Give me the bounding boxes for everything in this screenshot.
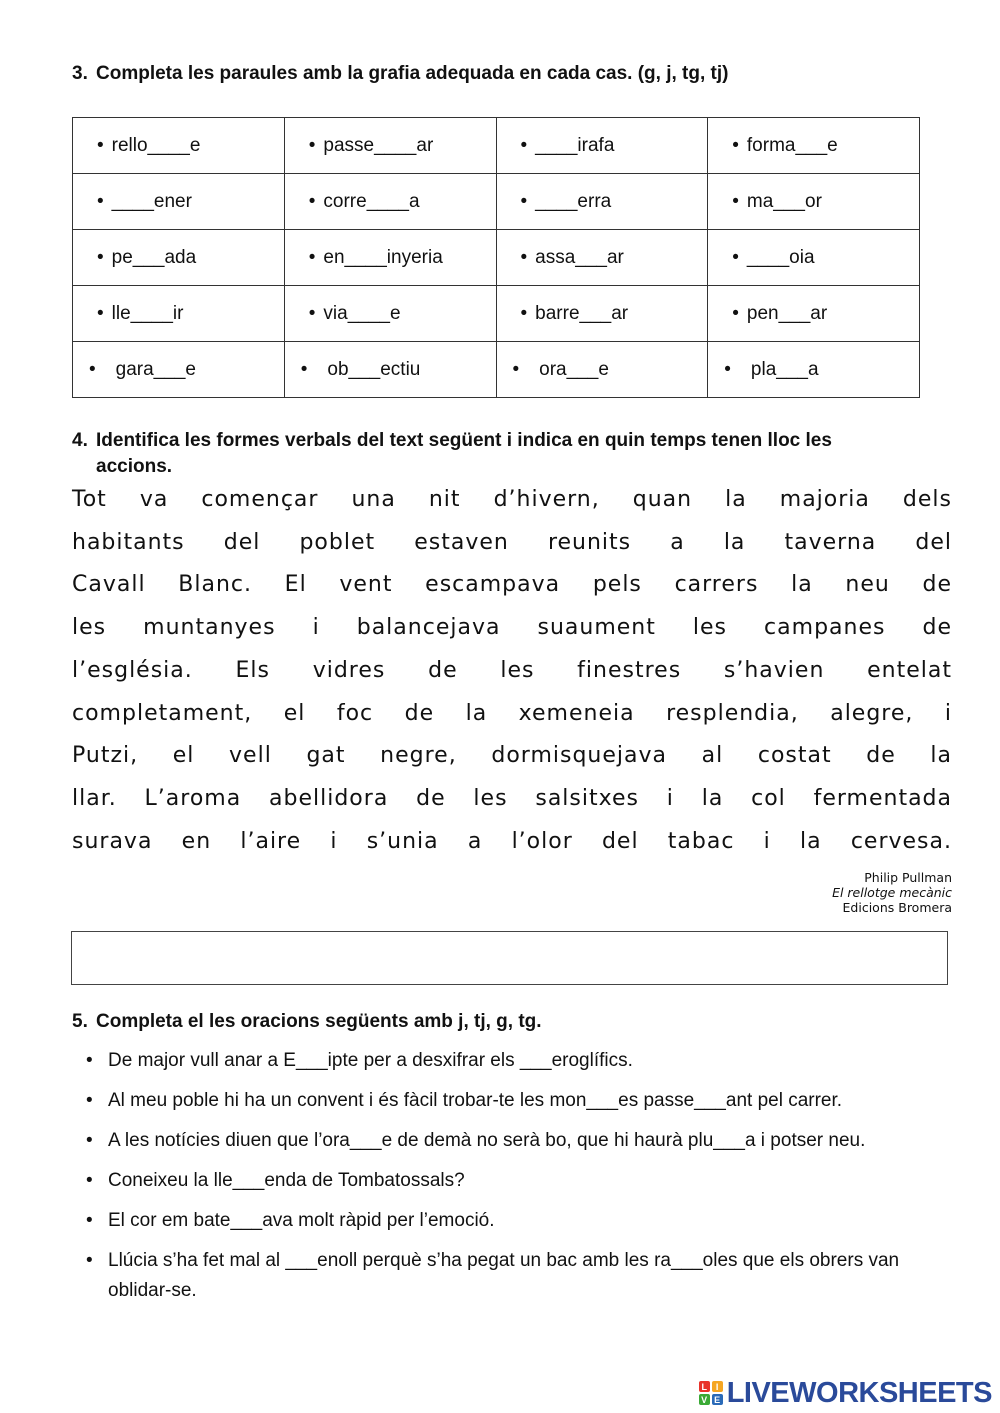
grid-cell[interactable] — [284, 286, 496, 342]
sentence-item: • Al meu poble hi ha un convent i és fàcil trobar-te les mon___es passe___ant pel carrer. — [86, 1086, 956, 1116]
grid-cell[interactable] — [496, 118, 708, 174]
sentence-item: • Llúcia s’ha fet mal al ___enoll perquè s’ha pegat un bac amb les ra___oles que els obrers van oblidar-se. — [86, 1246, 956, 1306]
credit-book: El rellotge mecànic — [832, 885, 952, 900]
bullet-icon: • — [520, 302, 528, 324]
grid-cell[interactable] — [496, 230, 708, 286]
exercise-4-title-line1: Identifica les formes verbals del text següent i indica en quin temps tenen lloc les — [96, 430, 832, 451]
passage-line: completament, el foc de la xemeneia resplendia, alegre, i — [72, 700, 952, 726]
bullet-icon: • — [308, 190, 316, 212]
passage-line: Cavall Blanc. El vent escampava pels carrers la neu de — [72, 572, 952, 598]
grid-word: lle____ir — [111, 302, 184, 324]
passage-line: Tot va començar una nit d’hivern, quan la majoria dels — [72, 487, 952, 512]
grid-word: gara___e — [115, 358, 196, 380]
exercise-4-heading — [72, 428, 952, 480]
credit-publisher: Edicions Bromera — [842, 900, 952, 915]
grid-word: via____e — [323, 302, 401, 324]
grid-word: assa___ar — [535, 246, 624, 268]
passage-line: les muntanyes i balancejava suaument les campanes de — [72, 615, 952, 641]
grid-row — [73, 342, 920, 398]
exercise-5-title: Completa el les oracions següents amb j, tj, g, tg. — [96, 1011, 542, 1032]
credit-author: Philip Pullman — [864, 870, 952, 885]
grid-cell[interactable] — [284, 342, 496, 398]
passage-line: Putzi, el vell gat negre, dormisquejava al costat de la — [72, 743, 952, 769]
bullet-icon: • — [732, 134, 739, 156]
grid-row — [73, 286, 920, 342]
grid-row — [73, 230, 920, 286]
grid-cell[interactable] — [73, 342, 285, 398]
passage-line: llar. L’aroma abellidora de les salsitxes i la col fermentada — [72, 785, 952, 811]
logo-letter-tile: V — [699, 1394, 710, 1405]
bullet-icon: • — [97, 190, 104, 212]
exercise-4-title-line2: accions. — [96, 456, 173, 477]
bullet-icon: • — [97, 134, 104, 156]
bullet-icon: • — [308, 134, 316, 156]
grid-cell[interactable] — [708, 174, 920, 230]
logo-letter-tile: L — [699, 1381, 710, 1392]
grid-cell[interactable] — [496, 174, 708, 230]
grid-word: corre____a — [323, 190, 420, 212]
grid-cell[interactable] — [708, 286, 920, 342]
grid-cell[interactable] — [708, 342, 920, 398]
grid-cell[interactable] — [496, 342, 708, 398]
grid-row — [73, 118, 920, 174]
grid-cell[interactable] — [284, 118, 496, 174]
grid-cell[interactable] — [708, 230, 920, 286]
answer-input-box[interactable] — [71, 931, 948, 985]
grid-word: ora___e — [539, 358, 609, 380]
bullet-icon: • — [520, 134, 528, 156]
grid-word: pen___ar — [746, 302, 828, 324]
liveworksheets-logo — [699, 1376, 992, 1410]
grid-word: barre___ar — [535, 302, 629, 324]
grid-word: forma___e — [746, 134, 838, 156]
grid-word: ____oia — [746, 246, 815, 268]
grid-word: pla___a — [750, 358, 819, 380]
exercise-5-number: 5. — [72, 1011, 88, 1032]
bullet-icon: • — [732, 302, 739, 324]
grid-cell[interactable] — [73, 286, 285, 342]
logo-letter-tile: I — [712, 1381, 723, 1392]
bullet-icon: • — [308, 302, 316, 324]
grid-cell[interactable] — [73, 118, 285, 174]
bullet-icon: • — [89, 358, 96, 380]
grid-word: ____irafa — [535, 134, 615, 156]
grid-word: rello____e — [111, 134, 201, 156]
bullet-icon: • — [300, 358, 308, 380]
grid-row — [73, 174, 920, 230]
sentence-list — [86, 1046, 956, 1316]
bullet-icon: • — [520, 190, 528, 212]
grid-word: ____ener — [111, 190, 192, 212]
sentence-item: • El cor em bate___ava molt ràpid per l’emoció. — [86, 1206, 956, 1236]
grid-cell[interactable] — [284, 230, 496, 286]
passage-line: habitants del poblet estaven reunits a la taverna del — [72, 529, 952, 555]
grid-word: ma___or — [746, 190, 822, 212]
grid-cell[interactable] — [284, 174, 496, 230]
bullet-icon: • — [732, 246, 739, 268]
passage-line: surava en l’aire i s’unia a l’olor del tabac i la cervesa. — [72, 828, 952, 854]
exercise-3-number: 3. — [72, 63, 88, 84]
bullet-icon: • — [512, 358, 520, 380]
bullet-icon: • — [97, 302, 104, 324]
bullet-icon: • — [724, 358, 731, 380]
reading-passage — [72, 479, 952, 863]
bullet-icon: • — [97, 246, 104, 268]
grid-cell[interactable] — [496, 286, 708, 342]
sentence-item: • De major vull anar a E___ipte per a desxifrar els ___eroglífics. — [86, 1046, 956, 1076]
grid-word: en____inyeria — [323, 246, 443, 268]
passage-line: l’església. Els vidres de les finestres s’havien entelat — [72, 657, 952, 683]
grid-cell[interactable] — [73, 174, 285, 230]
bullet-icon: • — [732, 190, 739, 212]
logo-letter-tile: E — [712, 1394, 723, 1405]
grid-word: passe____ar — [323, 134, 434, 156]
grid-cell[interactable] — [708, 118, 920, 174]
exercise-5-heading — [72, 1009, 542, 1035]
exercise-3-heading — [72, 61, 728, 87]
exercise-4-number: 4. — [72, 430, 88, 451]
grid-word: ____erra — [535, 190, 612, 212]
sentence-item: • A les notícies diuen que l’ora___e de demà no serà bo, que hi haurà plu___a i potser neu. — [86, 1126, 956, 1156]
bullet-icon: • — [520, 246, 528, 268]
word-grid — [72, 117, 920, 398]
grid-word: ob___ectiu — [327, 358, 421, 380]
bullet-icon: • — [308, 246, 316, 268]
logo-mark-icon — [699, 1381, 723, 1405]
exercise-3-title: Completa les paraules amb la grafia adequada en cada cas. (g, j, tg, tj) — [96, 63, 729, 84]
logo-text: LIVEWORKSHEETS — [726, 1376, 992, 1409]
sentence-item: • Coneixeu la lle___enda de Tombatossals? — [86, 1166, 956, 1196]
grid-cell[interactable] — [73, 230, 285, 286]
grid-word: pe___ada — [111, 246, 197, 268]
passage-credit — [832, 870, 952, 915]
